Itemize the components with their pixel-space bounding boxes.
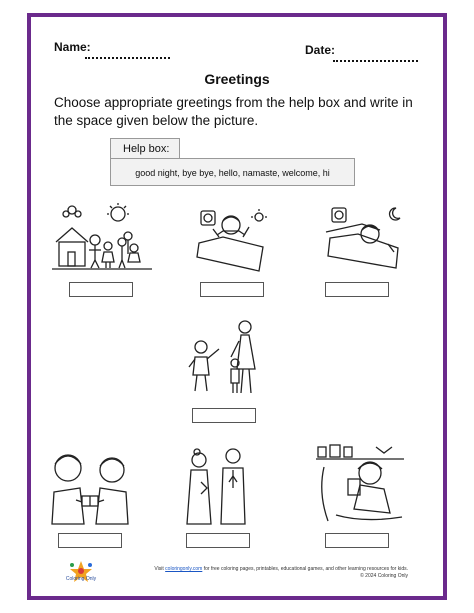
help-box-label: Help box: (110, 138, 180, 158)
answer-box-5[interactable] (58, 533, 122, 548)
people-folding-hands-icon (179, 448, 259, 528)
site-link[interactable]: coloringonly.com (165, 566, 203, 572)
visit-prefix: Visit (154, 566, 166, 572)
name-write-line[interactable] (85, 57, 170, 59)
copyright: © 2024 Coloring Only (360, 573, 408, 579)
child-waking-up-icon (193, 207, 271, 273)
date-label: Date: (305, 43, 336, 57)
page-title: Greetings (204, 71, 270, 87)
children-exchanging-gift-icon (48, 448, 133, 526)
date-write-line[interactable] (333, 60, 418, 62)
answer-box-1[interactable] (69, 282, 133, 297)
answer-box-4[interactable] (192, 408, 256, 423)
child-waving-to-mother-icon (183, 317, 268, 397)
help-box-words: good night, bye bye, hello, namaste, welcome, hi (110, 158, 355, 186)
family-house-sun-icon (50, 202, 155, 272)
instructions: Choose appropriate greetings from the help box and write in the space given below the picture. (54, 95, 413, 128)
answer-box-2[interactable] (200, 282, 264, 297)
name-label: Name: (54, 40, 91, 54)
girl-at-door-icon (314, 443, 406, 525)
child-sleeping-icon (322, 204, 402, 272)
answer-box-3[interactable] (325, 282, 389, 297)
answer-box-6[interactable] (186, 533, 250, 548)
coloring-only-logo (58, 557, 104, 587)
footer-text (118, 566, 408, 580)
answer-box-7[interactable] (325, 533, 389, 548)
visit-suffix: for free coloring pages, printables, educational games, and other learning resources for kids. (202, 566, 408, 572)
logo-text: Coloring Only (65, 576, 97, 582)
